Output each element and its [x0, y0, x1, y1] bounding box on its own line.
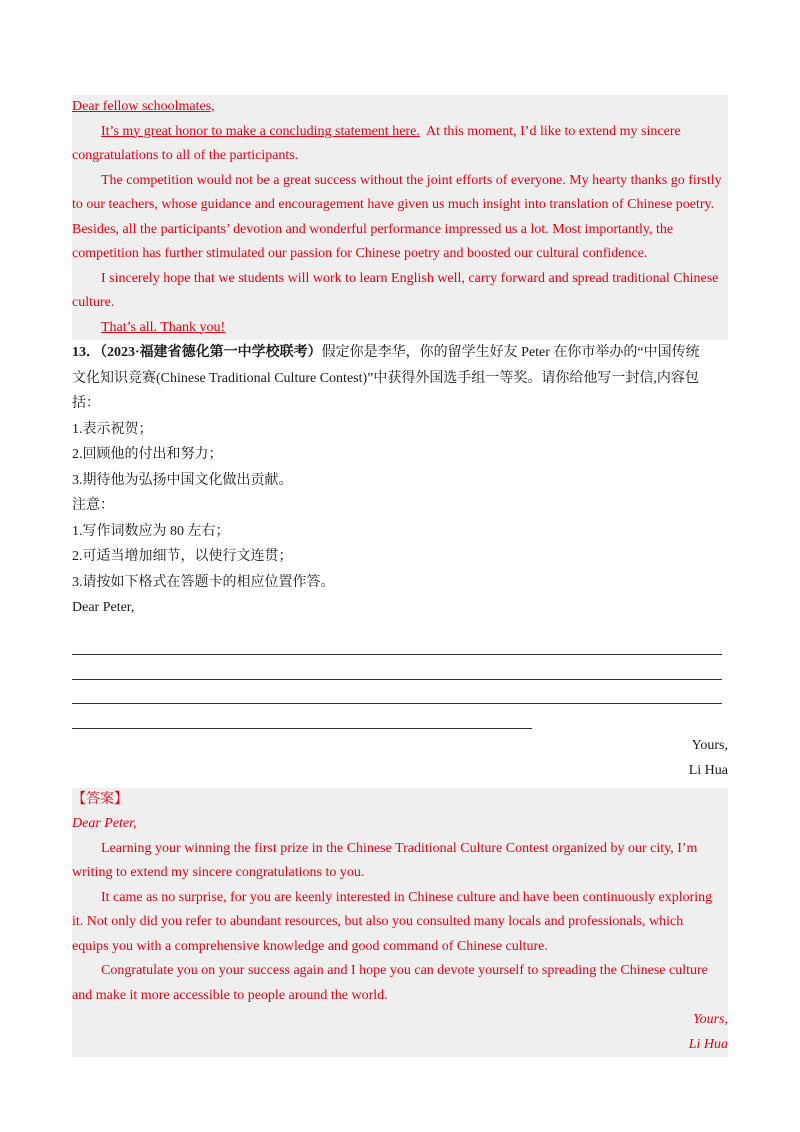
- signoff-yours: Yours,: [691, 737, 728, 753]
- note-1: 1.写作词数应为 80 左右；: [72, 523, 230, 539]
- answer-paragraph-2-line-2: it. Not only did you refer to abundant resources, but also you consulted many locals and professionals, which: [72, 914, 684, 929]
- writing-line[interactable]: [72, 704, 532, 729]
- sample-paragraph-1-line-1: [72, 120, 728, 145]
- letter-signoff: [72, 733, 728, 784]
- answer-block: [72, 788, 728, 1058]
- answer-paragraph-1-line-2: writing to extend my sincere congratulations to you.: [72, 865, 365, 880]
- answer-label: 【答案】: [72, 791, 128, 807]
- question-prompt-line-1: [72, 340, 728, 366]
- sample-greeting: Dear fellow schoolmates,: [72, 99, 215, 114]
- writing-line[interactable]: [72, 655, 722, 680]
- question-prompt-line-2: 文化知识竞赛(Chinese Traditional Culture Contest)”中获得外国选手组一等奖。请你给他写一封信,内容包: [72, 370, 699, 386]
- question-prompt-text-1: 假定你是李华，你的留学生好友 Peter 在你市举办的“中国传统: [321, 345, 700, 360]
- sample-closing-text: That’s all. Thank you!: [101, 319, 226, 335]
- question-point-1: 1.表示祝贺；: [72, 421, 153, 437]
- sample-paragraph-3-line-1: I sincerely hope that we students will work to learn English well, carry forward and spread traditional Chinese: [101, 270, 719, 286]
- answer-paragraph-3-line-2: and make it more accessible to people around the world.: [72, 987, 388, 1003]
- document-page: [72, 95, 728, 1057]
- signoff-name: Li Hua: [688, 763, 728, 778]
- writing-line[interactable]: [72, 680, 722, 705]
- sample-paragraph-2-line-4: competition has further stimulated our passion for Chinese poetry and boosted our cultural confidence.: [72, 246, 648, 261]
- sample-paragraph-3-line-2: culture.: [72, 295, 115, 310]
- answer-paragraph-2-line-1: It came as no surprise, for you are keenly interested in Chinese culture and have been continuously exploring: [101, 889, 713, 905]
- sample-paragraph-2-line-3: Besides, all the participants’ devotion and wonderful performance impressed us a lot. Most importantly, the: [72, 221, 674, 237]
- question-source: （2023·福建省德化第一中学校联考）: [100, 345, 322, 360]
- sample-closing: [72, 316, 728, 341]
- answer-signoff-yours: Yours,: [693, 1012, 728, 1027]
- notes-label: 注意：: [72, 498, 114, 513]
- answer-lines: [72, 631, 728, 729]
- question-point-3: 3.期待他为弘扬中国文化做出贡献。: [72, 472, 293, 488]
- question-point-2: 2.回顾他的付出和努力；: [72, 447, 223, 462]
- answer-paragraph-3-line-1: Congratulate you on your success again and I hope you can devote yourself to spreading the Chinese culture: [101, 963, 708, 978]
- answer-paragraph-2-line-3: equips you with a comprehensive knowledge and good command of Chinese culture.: [72, 938, 548, 954]
- answer-signoff-name: Li Hua: [688, 1036, 728, 1052]
- sample-paragraph-2-line-2: to our teachers, whose guidance and encouragement have given us much insight into translation of Chinese poetry.: [72, 197, 715, 212]
- sample-underlined-sentence: It’s my great honor to make a concluding statement here.: [101, 123, 420, 139]
- question-prompt-line-3: 括：: [72, 396, 100, 411]
- sample-paragraph-2-line-1: The competition would not be a great success without the joint efforts of everyone. My hearty thanks go firstly: [101, 172, 722, 188]
- question-13: [72, 340, 728, 784]
- sample-letter-block: [72, 95, 728, 340]
- sample-paragraph-1-line-2: congratulations to all of the participants.: [72, 148, 299, 163]
- letter-greeting: Dear Peter,: [72, 600, 135, 615]
- writing-line[interactable]: [72, 631, 722, 656]
- answer-paragraph-1-line-1: Learning your winning the first prize in the Chinese Traditional Culture Contest organized by our city, I’m: [101, 840, 698, 856]
- note-3: 3.请按如下格式在答题卡的相应位置作答。: [72, 574, 335, 590]
- question-number: 13．: [72, 345, 100, 360]
- note-2: 2.可适当增加细节，以使行文连贯；: [72, 549, 293, 564]
- sample-p1-rest: At this moment, I’d like to extend my sincere: [426, 123, 681, 139]
- answer-greeting: Dear Peter,: [72, 816, 137, 831]
